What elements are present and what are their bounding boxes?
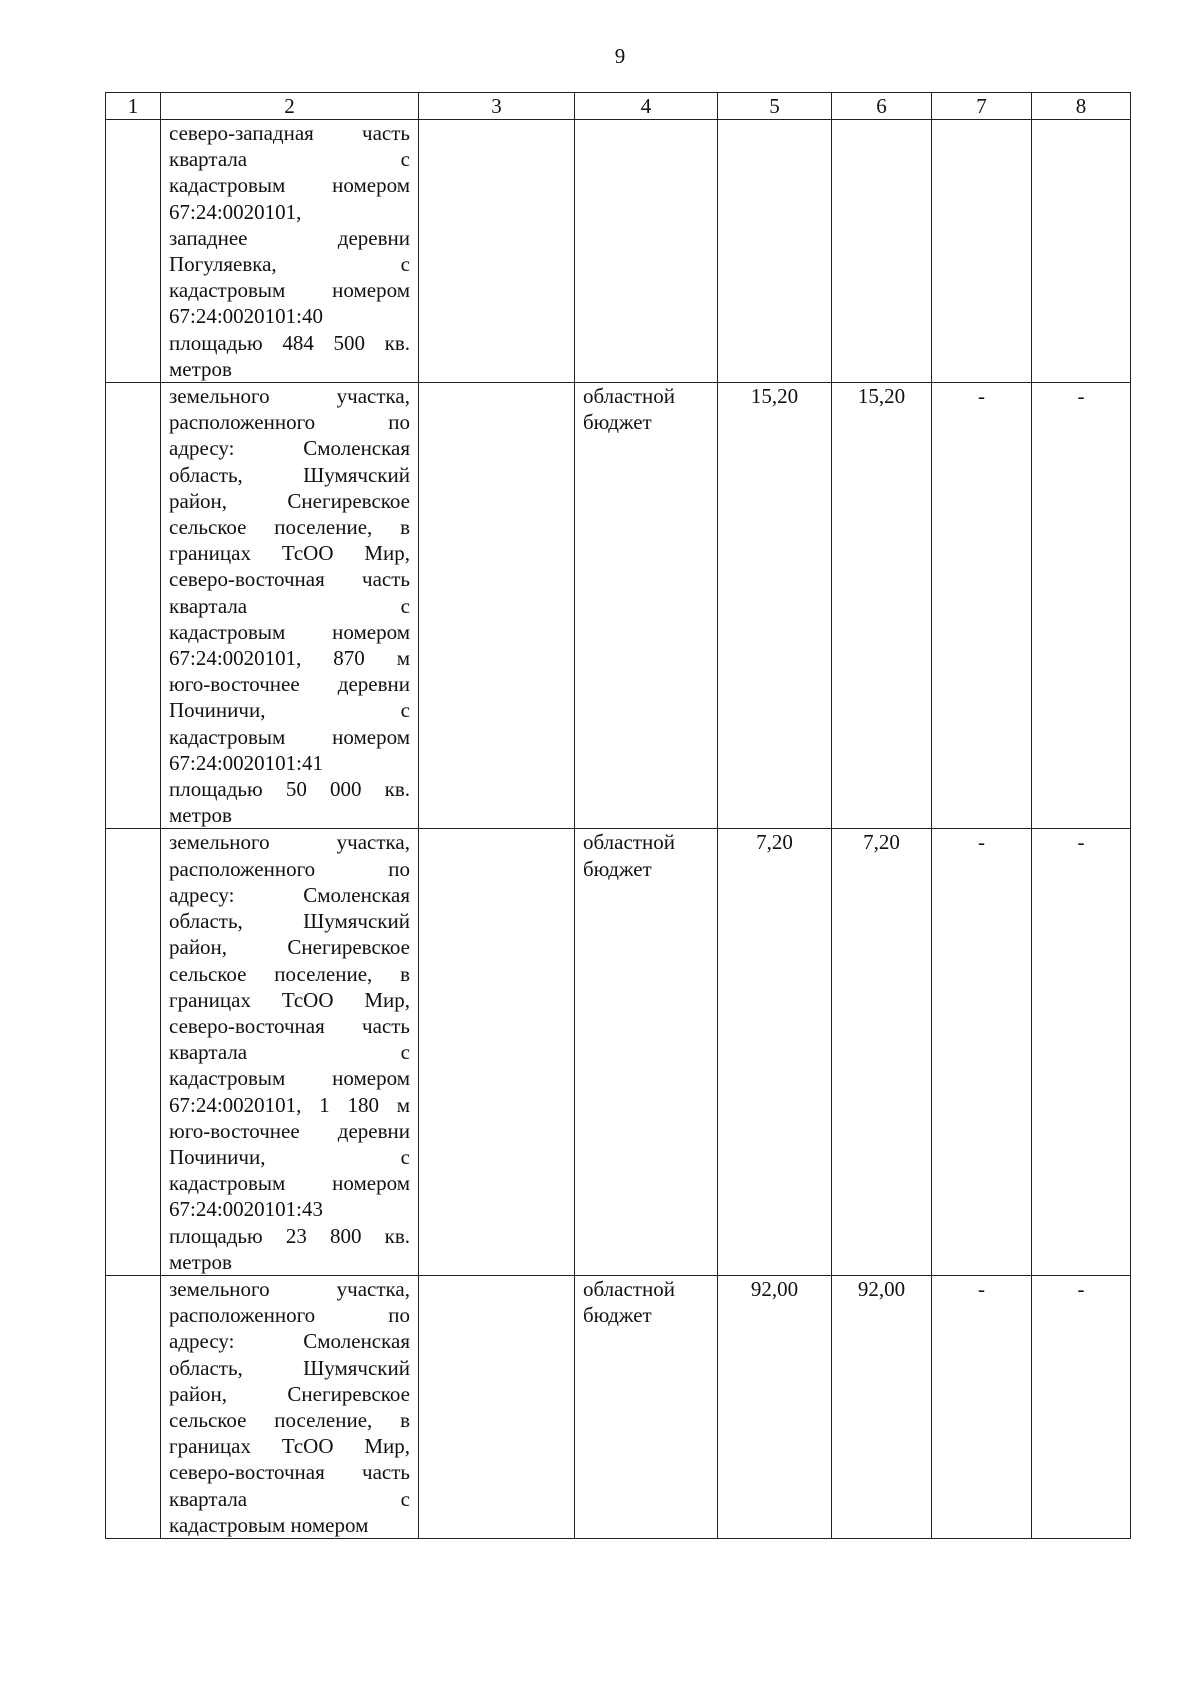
description-line: кадастровым номером bbox=[169, 1171, 410, 1196]
description-line: район, Снегиревское bbox=[169, 488, 410, 513]
funding-source-line: бюджет bbox=[583, 1303, 652, 1328]
description-line: метров bbox=[169, 356, 232, 381]
funding-source-line: областной bbox=[583, 830, 675, 855]
description-line: квартала с bbox=[169, 593, 410, 618]
header-col-7: 7 bbox=[932, 93, 1032, 120]
amount-cell: 15,20 bbox=[718, 383, 832, 829]
description-line: расположенного по bbox=[169, 856, 410, 881]
description-line: Починичи, с bbox=[169, 1144, 410, 1169]
header-col-6: 6 bbox=[832, 93, 932, 120]
header-col-5: 5 bbox=[718, 93, 832, 120]
funding-source-line: областной bbox=[583, 1276, 675, 1301]
col3-cell bbox=[419, 829, 575, 1275]
data-table bbox=[105, 92, 1131, 1539]
description-line: район, Снегиревское bbox=[169, 1381, 410, 1406]
funding-source-cell bbox=[575, 1275, 718, 1538]
funding-source-cell bbox=[575, 120, 718, 383]
description-line: юго-восточнее деревни bbox=[169, 672, 410, 697]
description-line: 67:24:0020101:41 bbox=[169, 750, 324, 775]
header-col-4: 4 bbox=[575, 93, 718, 120]
description-line: кадастровым номером bbox=[169, 1512, 369, 1537]
description-line: квартала с bbox=[169, 1486, 410, 1511]
description-line: область, Шумячский bbox=[169, 909, 410, 934]
description-line: расположенного по bbox=[169, 1303, 410, 1328]
description-line: квартала с bbox=[169, 147, 410, 172]
description-line: 67:24:0020101, 1 180 м bbox=[169, 1092, 410, 1117]
description-line: сельское поселение, в bbox=[169, 961, 410, 986]
description-line: границах ТсОО Мир, bbox=[169, 541, 410, 566]
amount-cell bbox=[832, 120, 932, 383]
description-line: кадастровым номером bbox=[169, 619, 410, 644]
amount-cell: 92,00 bbox=[832, 1275, 932, 1538]
funding-source-line: бюджет bbox=[583, 410, 652, 435]
description-line: северо-восточная часть bbox=[169, 1460, 410, 1485]
description-line: земельного участка, bbox=[169, 384, 410, 409]
description-line: метров bbox=[169, 803, 232, 828]
description-line: район, Снегиревское bbox=[169, 935, 410, 960]
row-number-cell bbox=[106, 120, 161, 383]
description-line: расположенного по bbox=[169, 410, 410, 435]
header-col-8: 8 bbox=[1032, 93, 1131, 120]
header-col-1: 1 bbox=[106, 93, 161, 120]
description-line: кадастровым номером bbox=[169, 173, 410, 198]
description-line: земельного участка, bbox=[169, 1276, 410, 1301]
description-cell bbox=[161, 120, 419, 383]
description-line: границах ТсОО Мир, bbox=[169, 987, 410, 1012]
description-line: кадастровым номером bbox=[169, 724, 410, 749]
description-line: границах ТсОО Мир, bbox=[169, 1434, 410, 1459]
col8-cell bbox=[1032, 120, 1131, 383]
description-line: сельское поселение, в bbox=[169, 515, 410, 540]
row-number-cell bbox=[106, 1275, 161, 1538]
description-cell bbox=[161, 383, 419, 829]
description-line: северо-восточная часть bbox=[169, 567, 410, 592]
funding-source-cell bbox=[575, 829, 718, 1275]
description-line: 67:24:0020101, 870 м bbox=[169, 646, 410, 671]
description-line: западнее деревни bbox=[169, 225, 410, 250]
description-line: адресу: Смоленская bbox=[169, 436, 410, 461]
table-row bbox=[106, 829, 1131, 1275]
description-cell bbox=[161, 1275, 419, 1538]
row-number-cell bbox=[106, 383, 161, 829]
header-col-3: 3 bbox=[419, 93, 575, 120]
col7-cell: - bbox=[932, 383, 1032, 829]
description-line: юго-восточнее деревни bbox=[169, 1118, 410, 1143]
amount-cell bbox=[718, 120, 832, 383]
table-body bbox=[106, 120, 1131, 1539]
header-col-2: 2 bbox=[161, 93, 419, 120]
description-line: 67:24:0020101:43 bbox=[169, 1197, 324, 1222]
col7-cell: - bbox=[932, 829, 1032, 1275]
amount-cell: 92,00 bbox=[718, 1275, 832, 1538]
description-line: метров bbox=[169, 1249, 232, 1274]
description-line: Починичи, с bbox=[169, 698, 410, 723]
table-row bbox=[106, 120, 1131, 383]
header-row bbox=[106, 93, 1131, 120]
description-line: северо-восточная часть bbox=[169, 1013, 410, 1038]
amount-cell: 7,20 bbox=[718, 829, 832, 1275]
amount-cell: 15,20 bbox=[832, 383, 932, 829]
col8-cell: - bbox=[1032, 829, 1131, 1275]
description-line: область, Шумячский bbox=[169, 462, 410, 487]
description-line: 67:24:0020101, bbox=[169, 199, 302, 224]
col8-cell: - bbox=[1032, 1275, 1131, 1538]
table-row bbox=[106, 383, 1131, 829]
description-line: адресу: Смоленская bbox=[169, 882, 410, 907]
description-line: область, Шумячский bbox=[169, 1355, 410, 1380]
col3-cell bbox=[419, 383, 575, 829]
funding-source-cell bbox=[575, 383, 718, 829]
description-line: площадью 23 800 кв. bbox=[169, 1223, 410, 1248]
amount-cell: 7,20 bbox=[832, 829, 932, 1275]
description-cell bbox=[161, 829, 419, 1275]
description-line: кадастровым номером bbox=[169, 278, 410, 303]
table-row bbox=[106, 1275, 1131, 1538]
description-line: кадастровым номером bbox=[169, 1066, 410, 1091]
description-line: 67:24:0020101:40 bbox=[169, 304, 324, 329]
funding-source-line: бюджет bbox=[583, 856, 652, 881]
description-line: Погуляевка, с bbox=[169, 252, 410, 277]
col3-cell bbox=[419, 1275, 575, 1538]
description-line: адресу: Смоленская bbox=[169, 1329, 410, 1354]
description-line: земельного участка, bbox=[169, 830, 410, 855]
col3-cell bbox=[419, 120, 575, 383]
description-line: квартала с bbox=[169, 1040, 410, 1065]
col8-cell: - bbox=[1032, 383, 1131, 829]
col7-cell bbox=[932, 120, 1032, 383]
funding-source-line: областной bbox=[583, 384, 675, 409]
description-line: площадью 484 500 кв. bbox=[169, 330, 410, 355]
description-line: сельское поселение, в bbox=[169, 1407, 410, 1432]
col7-cell: - bbox=[932, 1275, 1032, 1538]
row-number-cell bbox=[106, 829, 161, 1275]
description-line: северо-западная часть bbox=[169, 121, 410, 145]
page-number: 9 bbox=[614, 44, 626, 68]
description-line: площадью 50 000 кв. bbox=[169, 777, 410, 802]
